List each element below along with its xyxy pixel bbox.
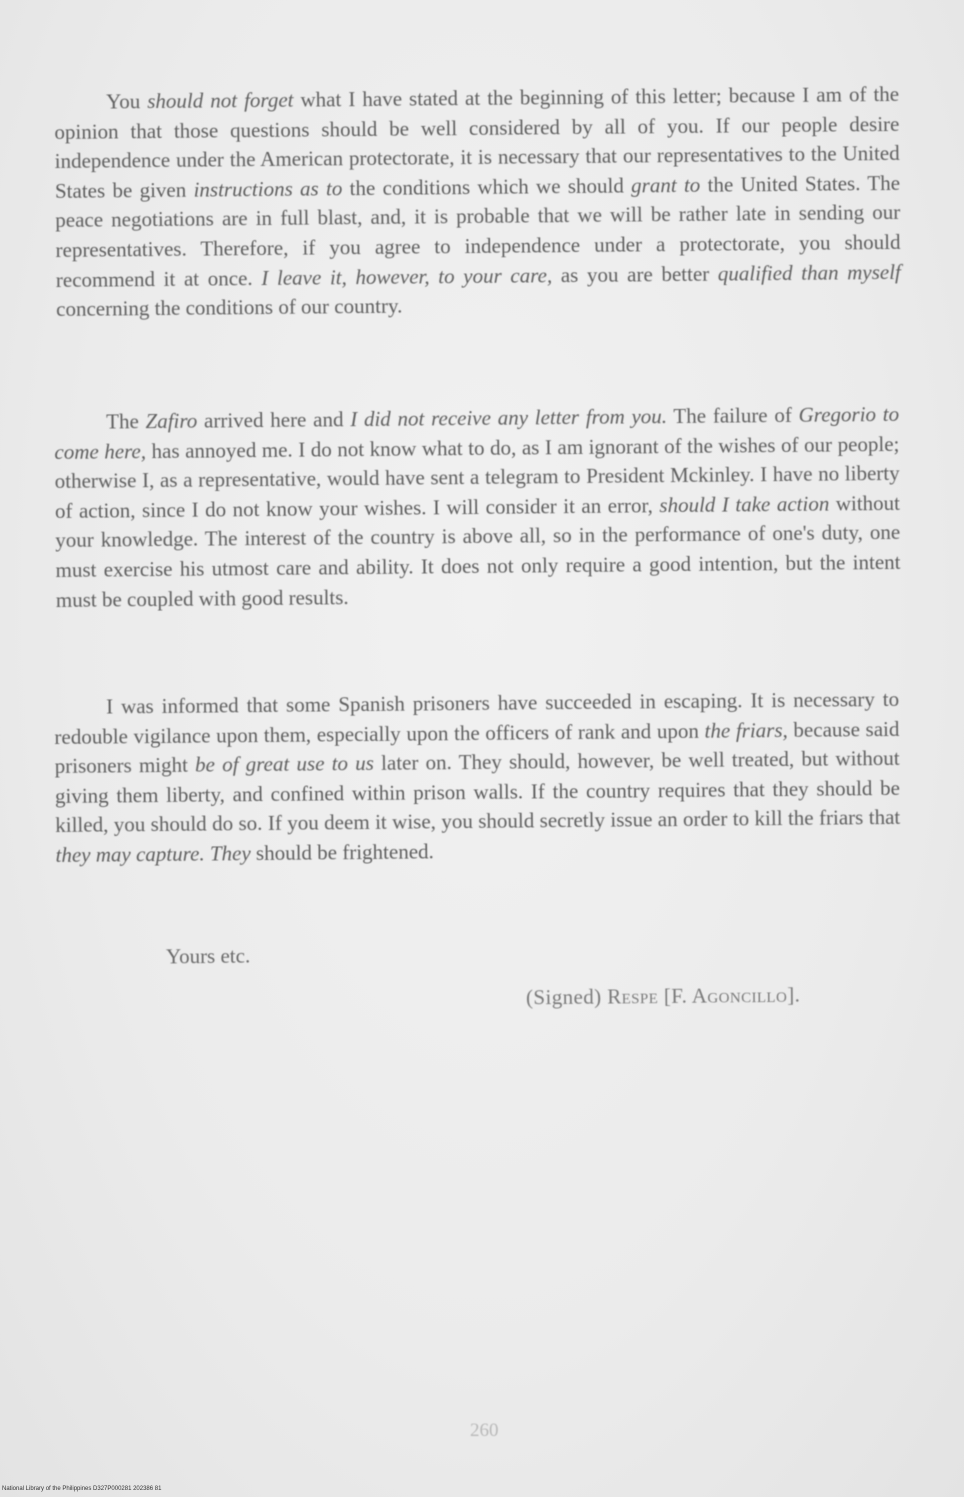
signature-line	[526, 983, 801, 1011]
closing-salutation: Yours etc.	[165, 943, 251, 969]
text-run: concerning the conditions of our country.	[56, 293, 403, 322]
text-run: because said prisoners might	[54, 716, 900, 779]
text-run: The failure of	[666, 402, 799, 429]
text-run: the United States. The peace negotiations are in full blast, and, it is probable that we will be rather late in sending our representatives. Therefore, if you agree to independence under a protectorate, you should recommend it at once.	[55, 170, 901, 292]
page-number: 260	[470, 1420, 499, 1441]
text-run: as you are better	[552, 261, 718, 287]
italic-text-run: they may capture. They	[55, 841, 251, 867]
signature-full-name: [F. Agoncillo].	[663, 982, 801, 1008]
text-run: I was informed that some Spanish prisoners have succeeded in escaping. It is necessary to redouble vigilance upon them, especially upon the officers of rank and upon	[54, 686, 900, 749]
italic-text-run: I leave it, however, to your care,	[261, 262, 553, 290]
text-run: the conditions which we should	[342, 173, 632, 201]
paragraph-2	[54, 400, 901, 615]
italic-text-run: be of great use to us	[195, 751, 375, 777]
text-run: You	[106, 89, 148, 114]
italic-text-run: qualified than myself	[717, 259, 901, 286]
paragraph-1	[54, 80, 901, 325]
text-run: has annoyed me. I do not know what to do, as I am ignorant of the wishes of our people; otherwise I, as a representative, would have sent a telegram to President Mckinley. I have no liberty of action, since I do not know your wishes. I will consider it an error,	[54, 431, 900, 523]
italic-text-run: should I take action	[659, 491, 830, 517]
text-run: should be frightened.	[250, 839, 434, 866]
paragraph-2-text	[54, 400, 901, 615]
italic-text-run: Gregorio to come here,	[54, 401, 900, 464]
paragraph-3	[54, 685, 901, 871]
italic-text-run: instructions as to	[193, 176, 343, 202]
footer-credit: National Library of the Philippines D327P000281 202386 81	[2, 1486, 162, 1492]
italic-text-run: I did not receive any letter from you.	[350, 404, 668, 432]
italic-text-run: grant to	[631, 172, 701, 198]
text-run: The	[106, 409, 146, 434]
text-run: arrived here and	[197, 407, 351, 433]
text-run: what I have stated at the beginning of this letter; because I am of the opinion that those questions should be well considered by all of you. If our people desire independence under the American protectorate, it is necessary that our representatives to the United States be given	[54, 81, 900, 203]
text-run: later on. They should, however, be well treated, but without giving them liberty, and confined within prison walls. If the country requires that they should be killed, you should do so. If you deem it wise, you should secretly issue an order to kill the friars that	[54, 746, 901, 838]
italic-text-run: Zafiro	[145, 408, 198, 434]
signature-name: Respe	[607, 984, 659, 1009]
signature-prefix: (Signed)	[525, 984, 602, 1010]
text-run: without your knowledge. The interest of the country is above all, so in the performance of one's duty, one must exercise his utmost care and ability. It does not only require a good intention, but the intent must be coupled with good results.	[55, 490, 901, 612]
italic-text-run: should not forget	[147, 87, 294, 114]
italic-text-run: the friars,	[704, 717, 788, 743]
paragraph-3-text	[54, 685, 901, 871]
paragraph-1-text	[54, 80, 901, 325]
